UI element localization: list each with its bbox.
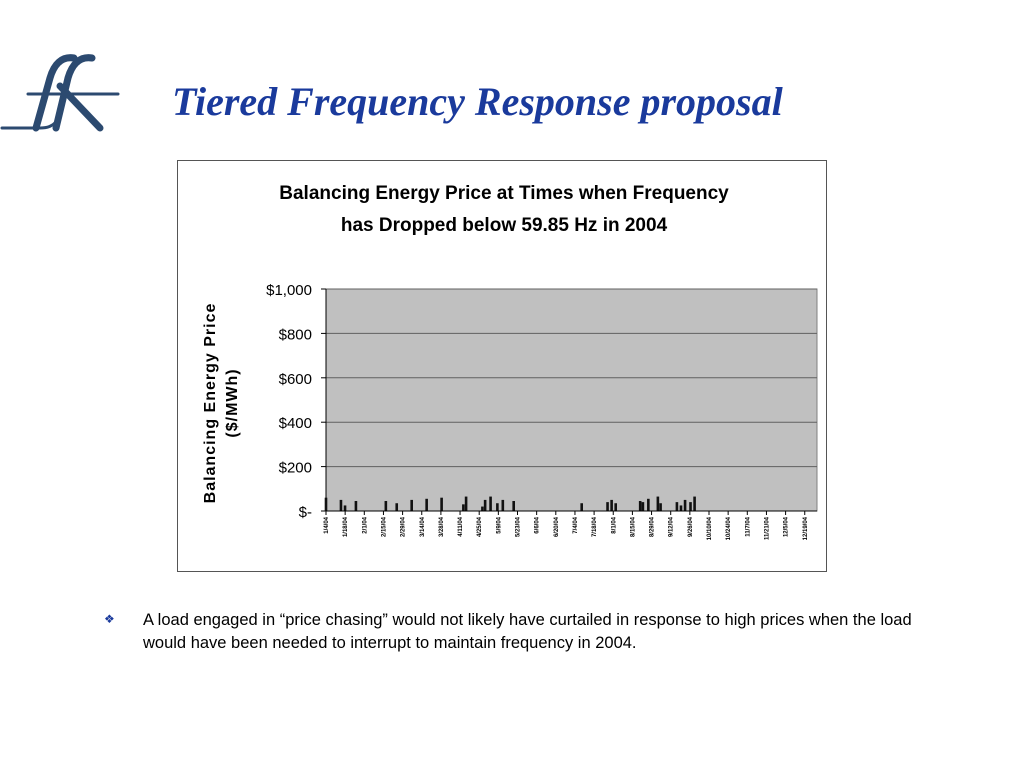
x-tick-label: 12/19/04	[802, 517, 809, 541]
x-tick-label: 5/23/04	[515, 517, 522, 538]
y-tick-label: $1,000	[266, 282, 312, 299]
x-tick-label: 9/12/04	[668, 517, 675, 538]
x-tick-label: 7/4/04	[572, 517, 579, 534]
bar	[689, 502, 692, 511]
x-tick-label: 9/26/04	[687, 517, 694, 538]
x-tick-label: 7/18/04	[592, 517, 599, 538]
bar	[606, 502, 609, 511]
x-tick-label: 8/29/04	[649, 517, 656, 538]
plot-area	[326, 289, 817, 511]
bar	[610, 500, 613, 511]
bar	[657, 497, 660, 511]
bar	[684, 500, 687, 511]
x-tick-label: 1/18/04	[343, 517, 350, 538]
x-tick-label: 3/28/04	[438, 517, 445, 538]
fa-logo-icon	[0, 48, 120, 136]
chart-title-line-1: Balancing Energy Price at Times when Frequency	[279, 183, 729, 204]
y-axis-label-line-1: Balancing Energy Price	[202, 302, 219, 504]
bar	[462, 504, 465, 511]
y-tick-label: $600	[278, 370, 312, 388]
bar	[680, 505, 683, 511]
bar	[614, 503, 617, 511]
bar	[502, 500, 505, 511]
bar	[385, 501, 388, 511]
bar	[465, 497, 468, 511]
y-tick-label: $800	[278, 326, 312, 344]
bar	[481, 507, 484, 511]
x-tick-label: 6/20/04	[553, 517, 560, 538]
bullet-text: A load engaged in “price chasing” would not likely have curtailed in response to high prices when the load would have been needed to interrupt to maintain frequency in 2004.	[143, 611, 912, 652]
bar	[410, 500, 413, 511]
diamond-bullet-icon: ❖	[104, 612, 115, 626]
y-tick-label: $400	[278, 415, 312, 433]
bar	[340, 500, 343, 511]
bar	[642, 502, 645, 511]
bar	[344, 505, 347, 511]
x-tick-label: 2/1/04	[362, 517, 369, 534]
y-tick-label: $200	[278, 459, 312, 477]
chart-frame	[177, 160, 827, 572]
bar	[639, 501, 642, 511]
x-tick-label: 4/25/04	[477, 517, 484, 538]
bar	[659, 503, 662, 511]
x-tick-label: 4/11/04	[458, 517, 465, 537]
x-tick-label: 10/24/04	[726, 517, 733, 541]
bar	[647, 499, 650, 511]
x-tick-label: 1/4/04	[324, 517, 330, 534]
x-tick-label: 6/6/04	[534, 517, 541, 534]
x-tick-label: 8/1/04	[611, 517, 618, 534]
x-tick-label: 8/15/04	[630, 517, 637, 538]
y-axis-label-line-2: ($/MWh)	[224, 368, 241, 438]
x-tick-label: 2/29/04	[400, 517, 407, 538]
bar	[489, 497, 492, 511]
x-tick-label: 11/7/04	[745, 517, 752, 537]
bar	[325, 498, 328, 511]
x-tick-label: 12/5/04	[783, 517, 790, 538]
page-title: Tiered Frequency Response proposal	[172, 79, 783, 124]
bar	[496, 503, 499, 511]
bar	[440, 498, 443, 511]
bar	[425, 499, 428, 511]
bar	[484, 500, 487, 511]
chart-title-line-2: has Dropped below 59.85 Hz in 2004	[340, 215, 668, 236]
y-tick-label: $-	[298, 504, 312, 521]
x-tick-label: 2/15/04	[381, 517, 388, 538]
bar	[693, 497, 696, 511]
x-tick-label: 5/9/04	[496, 517, 503, 534]
x-tick-label: 10/10/04	[707, 517, 713, 541]
x-tick-label: 11/21/04	[764, 517, 771, 541]
bar	[580, 503, 583, 511]
bar	[355, 501, 358, 511]
bar	[395, 503, 398, 511]
bar	[512, 501, 515, 511]
x-tick-label: 3/14/04	[419, 517, 426, 538]
bar	[676, 502, 679, 511]
balancing-price-chart	[178, 161, 828, 573]
